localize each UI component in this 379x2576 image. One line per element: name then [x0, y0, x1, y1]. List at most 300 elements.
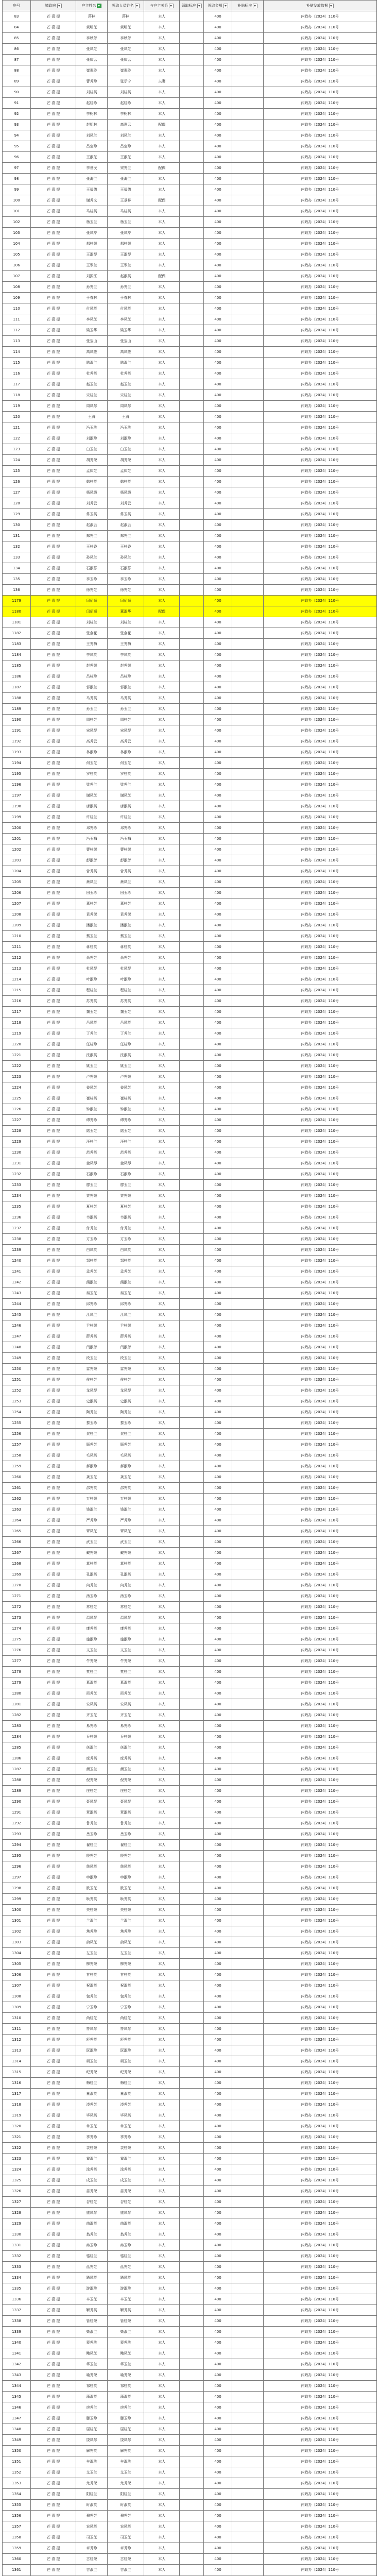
- table-row[interactable]: [3, 303, 377, 314]
- table-row[interactable]: [3, 2208, 377, 2218]
- table-row[interactable]: [3, 2262, 377, 2273]
- amount-cell: 400: [204, 368, 232, 379]
- table-row[interactable]: [3, 33, 377, 44]
- table-row[interactable]: [3, 1948, 377, 1959]
- table-row[interactable]: [3, 2446, 377, 2456]
- householder-cell: 蒙秀珍: [76, 2337, 108, 2348]
- table-row[interactable]: [3, 1310, 377, 1320]
- table-row[interactable]: [3, 606, 377, 617]
- amount-cell: 400: [204, 996, 232, 1007]
- table-row[interactable]: [3, 2392, 377, 2402]
- row-id: 95: [3, 141, 31, 152]
- table-row[interactable]: [3, 1256, 377, 1266]
- table-row[interactable]: [3, 11, 377, 22]
- table-row[interactable]: [3, 2294, 377, 2305]
- table-row[interactable]: [3, 487, 377, 498]
- table-row[interactable]: [3, 1104, 377, 1115]
- table-row[interactable]: [3, 1861, 377, 1872]
- table-row[interactable]: [3, 1450, 377, 1461]
- table-row[interactable]: [3, 412, 377, 422]
- table-row[interactable]: [3, 2251, 377, 2262]
- table-row[interactable]: [3, 1580, 377, 1591]
- table-row[interactable]: [3, 1764, 377, 1775]
- table-row[interactable]: [3, 834, 377, 844]
- basis-cell: 内政办〔2024〕110号: [263, 217, 376, 228]
- table-row[interactable]: [3, 401, 377, 412]
- table-row[interactable]: [3, 942, 377, 953]
- table-row[interactable]: [3, 844, 377, 855]
- table-row[interactable]: [3, 2175, 377, 2186]
- table-row[interactable]: [3, 1396, 377, 1407]
- subsidy-cell: [232, 1840, 264, 1851]
- table-row[interactable]: [3, 455, 377, 466]
- table-row[interactable]: [3, 2511, 377, 2521]
- table-row[interactable]: [3, 531, 377, 541]
- table-row[interactable]: [3, 1634, 377, 1645]
- table-row[interactable]: [3, 1331, 377, 1342]
- table-row[interactable]: [3, 1320, 377, 1331]
- town-cell: 芒 喜 提: [31, 2467, 76, 2478]
- table-row[interactable]: [3, 1569, 377, 1580]
- table-row[interactable]: [3, 758, 377, 769]
- basis-cell: 内政办〔2024〕110号: [263, 1883, 376, 1894]
- table-row[interactable]: [3, 2099, 377, 2110]
- basis-cell: 内政办〔2024〕110号: [263, 1742, 376, 1753]
- table-row[interactable]: [3, 152, 377, 163]
- table-row[interactable]: [3, 2359, 377, 2370]
- table-row[interactable]: [3, 1353, 377, 1364]
- table-row[interactable]: [3, 1613, 377, 1623]
- table-row[interactable]: [3, 1364, 377, 1375]
- table-row[interactable]: [3, 2337, 377, 2348]
- table-row[interactable]: [3, 963, 377, 974]
- table-row[interactable]: [3, 1916, 377, 1926]
- table-row[interactable]: [3, 120, 377, 130]
- table-row[interactable]: [3, 1732, 377, 1742]
- table-row[interactable]: [3, 1072, 377, 1082]
- table-row[interactable]: [3, 2370, 377, 2381]
- table-row[interactable]: [3, 2500, 377, 2511]
- table-row[interactable]: [3, 2143, 377, 2154]
- basis-cell: 内政办〔2024〕110号: [263, 693, 376, 704]
- table-row[interactable]: [3, 163, 377, 174]
- table-row[interactable]: [3, 1115, 377, 1126]
- table-row[interactable]: [3, 1753, 377, 1764]
- table-row[interactable]: [3, 1018, 377, 1028]
- table-row[interactable]: [3, 1677, 377, 1688]
- table-row[interactable]: [3, 76, 377, 87]
- table-row[interactable]: [3, 1894, 377, 1905]
- table-row[interactable]: [3, 217, 377, 228]
- table-row[interactable]: [3, 920, 377, 931]
- table-row[interactable]: [3, 1439, 377, 1450]
- recipient-cell: 葛淑英: [107, 1677, 144, 1688]
- table-row[interactable]: [3, 1797, 377, 1807]
- table-row[interactable]: [3, 358, 377, 368]
- table-row[interactable]: [3, 22, 377, 33]
- table-row[interactable]: [3, 552, 377, 563]
- table-row[interactable]: [3, 1526, 377, 1537]
- table-row[interactable]: [3, 228, 377, 239]
- basis-cell: 内政办〔2024〕110号: [263, 2305, 376, 2316]
- table-row[interactable]: [3, 2218, 377, 2229]
- table-row[interactable]: [3, 2305, 377, 2316]
- table-row[interactable]: [3, 55, 377, 65]
- subsidy-cell: [232, 2305, 264, 2316]
- table-row[interactable]: [3, 704, 377, 715]
- table-row[interactable]: [3, 1407, 377, 1418]
- relation-cell: 本人: [144, 1959, 180, 1970]
- table-row[interactable]: [3, 1742, 377, 1753]
- table-row[interactable]: [3, 953, 377, 963]
- table-row[interactable]: [3, 1093, 377, 1104]
- table-row[interactable]: [3, 2532, 377, 2543]
- table-row[interactable]: [3, 1472, 377, 1483]
- table-row[interactable]: [3, 877, 377, 888]
- table-row[interactable]: [3, 2402, 377, 2413]
- subsidy-cell: [232, 779, 264, 790]
- table-row[interactable]: [3, 65, 377, 76]
- table-row[interactable]: [3, 660, 377, 671]
- table-row[interactable]: [3, 477, 377, 487]
- table-row[interactable]: [3, 1721, 377, 1732]
- table-row[interactable]: [3, 2154, 377, 2164]
- table-row[interactable]: [3, 1699, 377, 1710]
- table-row[interactable]: [3, 2035, 377, 2045]
- table-row[interactable]: [3, 1061, 377, 1072]
- table-row[interactable]: [3, 1818, 377, 1829]
- table-row[interactable]: [3, 249, 377, 260]
- table-row[interactable]: [3, 1158, 377, 1169]
- table-row[interactable]: [3, 996, 377, 1007]
- householder-cell: 管桂荣: [76, 2316, 108, 2327]
- table-row[interactable]: [3, 422, 377, 433]
- table-row[interactable]: [3, 779, 377, 790]
- table-row[interactable]: [3, 109, 377, 120]
- table-row[interactable]: [3, 2489, 377, 2500]
- table-row[interactable]: [3, 1959, 377, 1970]
- subsidy-cell: [232, 1721, 264, 1732]
- table-row[interactable]: [3, 1710, 377, 1721]
- table-row[interactable]: [3, 1667, 377, 1677]
- filter-dropdown-icon[interactable]: [329, 4, 334, 8]
- table-row[interactable]: [3, 1645, 377, 1656]
- table-row[interactable]: [3, 2381, 377, 2392]
- relation-cell: 本人: [144, 1980, 180, 1991]
- standard-cell: [180, 1872, 204, 1883]
- table-row[interactable]: [3, 433, 377, 444]
- table-row[interactable]: [3, 1147, 377, 1158]
- subsidy-cell: [232, 2294, 264, 2305]
- table-row[interactable]: [3, 1883, 377, 1894]
- table-row[interactable]: [3, 44, 377, 55]
- table-row[interactable]: [3, 1169, 377, 1180]
- table-row[interactable]: [3, 1786, 377, 1797]
- table-row[interactable]: [3, 2164, 377, 2175]
- table-row[interactable]: [3, 769, 377, 779]
- table-row[interactable]: [3, 1137, 377, 1147]
- subsidy-cell: [232, 585, 264, 596]
- table-row[interactable]: [3, 1126, 377, 1137]
- table-row[interactable]: [3, 715, 377, 725]
- table-row[interactable]: [3, 671, 377, 682]
- filter-active-icon[interactable]: [97, 4, 101, 8]
- table-row[interactable]: [3, 1515, 377, 1526]
- table-row[interactable]: [3, 2456, 377, 2467]
- filter-dropdown-icon[interactable]: [223, 4, 228, 8]
- table-row[interactable]: [3, 1548, 377, 1558]
- table-row[interactable]: [3, 1656, 377, 1667]
- table-row[interactable]: [3, 2056, 377, 2067]
- table-row[interactable]: [3, 1429, 377, 1439]
- table-row[interactable]: [3, 2554, 377, 2565]
- table-row[interactable]: [3, 1266, 377, 1277]
- table-row[interactable]: [3, 1591, 377, 1602]
- row-id: 1307: [3, 1980, 31, 1991]
- table-row[interactable]: [3, 347, 377, 358]
- table-row[interactable]: [3, 2424, 377, 2435]
- table-row[interactable]: [3, 260, 377, 271]
- basis-cell: 内政办〔2024〕110号: [263, 1515, 376, 1526]
- table-row[interactable]: [3, 466, 377, 477]
- table-row[interactable]: [3, 444, 377, 455]
- table-row[interactable]: [3, 1991, 377, 2002]
- table-row[interactable]: [3, 855, 377, 866]
- table-row[interactable]: [3, 585, 377, 596]
- table-row[interactable]: [3, 2110, 377, 2121]
- table-row[interactable]: [3, 812, 377, 823]
- table-row[interactable]: [3, 282, 377, 293]
- table-row[interactable]: [3, 1623, 377, 1634]
- filter-dropdown-icon[interactable]: [135, 4, 140, 8]
- table-row[interactable]: [3, 87, 377, 98]
- filter-dropdown-icon[interactable]: [169, 4, 174, 8]
- table-row[interactable]: [3, 1007, 377, 1018]
- recipient-cell: 尤秀荣: [107, 2478, 144, 2489]
- table-row[interactable]: [3, 379, 377, 390]
- table-row[interactable]: [3, 2240, 377, 2251]
- table-row[interactable]: [3, 2565, 377, 2575]
- table-row[interactable]: [3, 1483, 377, 1494]
- householder-cell: 喻秀荣: [76, 2370, 108, 2381]
- table-row[interactable]: [3, 1829, 377, 1840]
- table-row[interactable]: [3, 1180, 377, 1191]
- relation-cell: 本人: [144, 314, 180, 325]
- basis-cell: 内政办〔2024〕110号: [263, 33, 376, 44]
- table-row[interactable]: [3, 1223, 377, 1234]
- table-row[interactable]: [3, 1461, 377, 1472]
- table-row[interactable]: [3, 1191, 377, 1201]
- recipient-cell: 魏玉芝: [107, 1007, 144, 1018]
- table-row[interactable]: [3, 574, 377, 585]
- table-row[interactable]: [3, 1082, 377, 1093]
- subsidy-cell: [232, 1797, 264, 1807]
- subsidy-cell: [232, 1851, 264, 1861]
- table-row[interactable]: [3, 1245, 377, 1256]
- table-row[interactable]: [3, 1375, 377, 1385]
- table-row[interactable]: [3, 1905, 377, 1916]
- table-row[interactable]: [3, 823, 377, 834]
- table-row[interactable]: [3, 985, 377, 996]
- table-row[interactable]: [3, 390, 377, 401]
- table-row[interactable]: [3, 693, 377, 704]
- row-id: 1352: [3, 2467, 31, 2478]
- table-row[interactable]: [3, 682, 377, 693]
- table-row[interactable]: [3, 2273, 377, 2283]
- table-row[interactable]: [3, 2186, 377, 2197]
- table-row[interactable]: [3, 2543, 377, 2554]
- table-row[interactable]: [3, 2478, 377, 2489]
- table-row[interactable]: [3, 1028, 377, 1039]
- table-row[interactable]: [3, 736, 377, 747]
- table-row[interactable]: [3, 1277, 377, 1288]
- filter-dropdown-icon[interactable]: [253, 4, 257, 8]
- table-row[interactable]: [3, 790, 377, 801]
- relation-cell: 本人: [144, 2489, 180, 2500]
- table-row[interactable]: [3, 725, 377, 736]
- standard-cell: [180, 2056, 204, 2067]
- table-row[interactable]: [3, 195, 377, 206]
- table-row[interactable]: [3, 1807, 377, 1818]
- householder-cell: 胡秀荣: [76, 455, 108, 466]
- table-row[interactable]: [3, 2229, 377, 2240]
- table-row[interactable]: [3, 239, 377, 249]
- table-row[interactable]: [3, 520, 377, 531]
- table-row[interactable]: [3, 293, 377, 303]
- subsidy-cell: [232, 2435, 264, 2446]
- table-row[interactable]: [3, 931, 377, 942]
- table-row[interactable]: [3, 1234, 377, 1245]
- standard-cell: [180, 1883, 204, 1894]
- table-row[interactable]: [3, 1288, 377, 1299]
- table-row[interactable]: [3, 1602, 377, 1613]
- table-row[interactable]: [3, 141, 377, 152]
- table-row[interactable]: [3, 184, 377, 195]
- table-row[interactable]: [3, 596, 377, 606]
- table-row[interactable]: [3, 1926, 377, 1937]
- table-row[interactable]: [3, 2089, 377, 2099]
- subsidy-cell: [232, 520, 264, 531]
- table-row[interactable]: [3, 541, 377, 552]
- table-row[interactable]: [3, 801, 377, 812]
- householder-cell: 赵淑云: [76, 520, 108, 531]
- row-id: 117: [3, 379, 31, 390]
- table-row[interactable]: [3, 1385, 377, 1396]
- table-row[interactable]: [3, 1504, 377, 1515]
- table-row[interactable]: [3, 498, 377, 509]
- table-row[interactable]: [3, 206, 377, 217]
- table-row[interactable]: [3, 2521, 377, 2532]
- subsidy-cell: [232, 433, 264, 444]
- table-row[interactable]: [3, 2045, 377, 2056]
- table-row[interactable]: [3, 888, 377, 899]
- basis-cell: 内政办〔2024〕110号: [263, 412, 376, 422]
- table-row[interactable]: [3, 1688, 377, 1699]
- table-row[interactable]: [3, 336, 377, 347]
- table-row[interactable]: [3, 1342, 377, 1353]
- table-row[interactable]: [3, 509, 377, 520]
- table-row[interactable]: [3, 325, 377, 336]
- table-row[interactable]: [3, 2002, 377, 2013]
- table-row[interactable]: [3, 866, 377, 877]
- amount-cell: 400: [204, 174, 232, 184]
- table-row[interactable]: [3, 174, 377, 184]
- table-row[interactable]: [3, 1980, 377, 1991]
- table-row[interactable]: [3, 2283, 377, 2294]
- table-row[interactable]: [3, 1050, 377, 1061]
- table-row[interactable]: [3, 1840, 377, 1851]
- table-row[interactable]: [3, 368, 377, 379]
- table-row[interactable]: [3, 974, 377, 985]
- table-row[interactable]: [3, 1494, 377, 1504]
- table-row[interactable]: [3, 2413, 377, 2424]
- row-id: 1208: [3, 909, 31, 920]
- relation-cell: 本人: [144, 2521, 180, 2532]
- table-row[interactable]: [3, 2467, 377, 2478]
- table-row[interactable]: [3, 2327, 377, 2337]
- table-row[interactable]: [3, 1775, 377, 1786]
- table-row[interactable]: [3, 899, 377, 909]
- table-row[interactable]: [3, 1201, 377, 1212]
- filter-dropdown-icon[interactable]: [57, 4, 62, 8]
- table-row[interactable]: [3, 2348, 377, 2359]
- subsidy-cell: [232, 22, 264, 33]
- table-row[interactable]: [3, 2121, 377, 2132]
- table-row[interactable]: [3, 2067, 377, 2078]
- table-row[interactable]: [3, 1212, 377, 1223]
- householder-cell: 姚玉兰: [76, 1061, 108, 1072]
- table-row[interactable]: [3, 2197, 377, 2208]
- filter-dropdown-icon[interactable]: [197, 4, 202, 8]
- table-row[interactable]: [3, 1418, 377, 1429]
- relation-cell: 本人: [144, 2381, 180, 2392]
- row-id: 97: [3, 163, 31, 174]
- subsidy-cell: [232, 1375, 264, 1385]
- table-row[interactable]: [3, 628, 377, 639]
- table-row[interactable]: [3, 1558, 377, 1569]
- table-row[interactable]: [3, 130, 377, 141]
- table-row[interactable]: [3, 1937, 377, 1948]
- table-row[interactable]: [3, 314, 377, 325]
- table-row[interactable]: [3, 98, 377, 109]
- table-row[interactable]: [3, 2024, 377, 2035]
- table-row[interactable]: [3, 747, 377, 758]
- table-row[interactable]: [3, 909, 377, 920]
- table-row[interactable]: [3, 639, 377, 650]
- table-row[interactable]: [3, 1970, 377, 1980]
- table-row[interactable]: [3, 1537, 377, 1548]
- table-row[interactable]: [3, 1872, 377, 1883]
- town-cell: 芒 喜 提: [31, 2197, 76, 2208]
- table-row[interactable]: [3, 2132, 377, 2143]
- table-row[interactable]: [3, 1039, 377, 1050]
- subsidy-cell: [232, 2316, 264, 2327]
- householder-cell: 陈淑兰: [76, 358, 108, 368]
- subsidy-cell: [232, 747, 264, 758]
- table-row[interactable]: [3, 271, 377, 282]
- table-row[interactable]: [3, 2013, 377, 2024]
- row-id: 1216: [3, 996, 31, 1007]
- table-row[interactable]: [3, 650, 377, 660]
- table-row[interactable]: [3, 1851, 377, 1861]
- table-row[interactable]: [3, 2435, 377, 2446]
- table-row[interactable]: [3, 1299, 377, 1310]
- table-row[interactable]: [3, 617, 377, 628]
- table-row[interactable]: [3, 2078, 377, 2089]
- table-row[interactable]: [3, 563, 377, 574]
- table-row[interactable]: [3, 2316, 377, 2327]
- basis-cell: 内政办〔2024〕110号: [263, 1613, 376, 1623]
